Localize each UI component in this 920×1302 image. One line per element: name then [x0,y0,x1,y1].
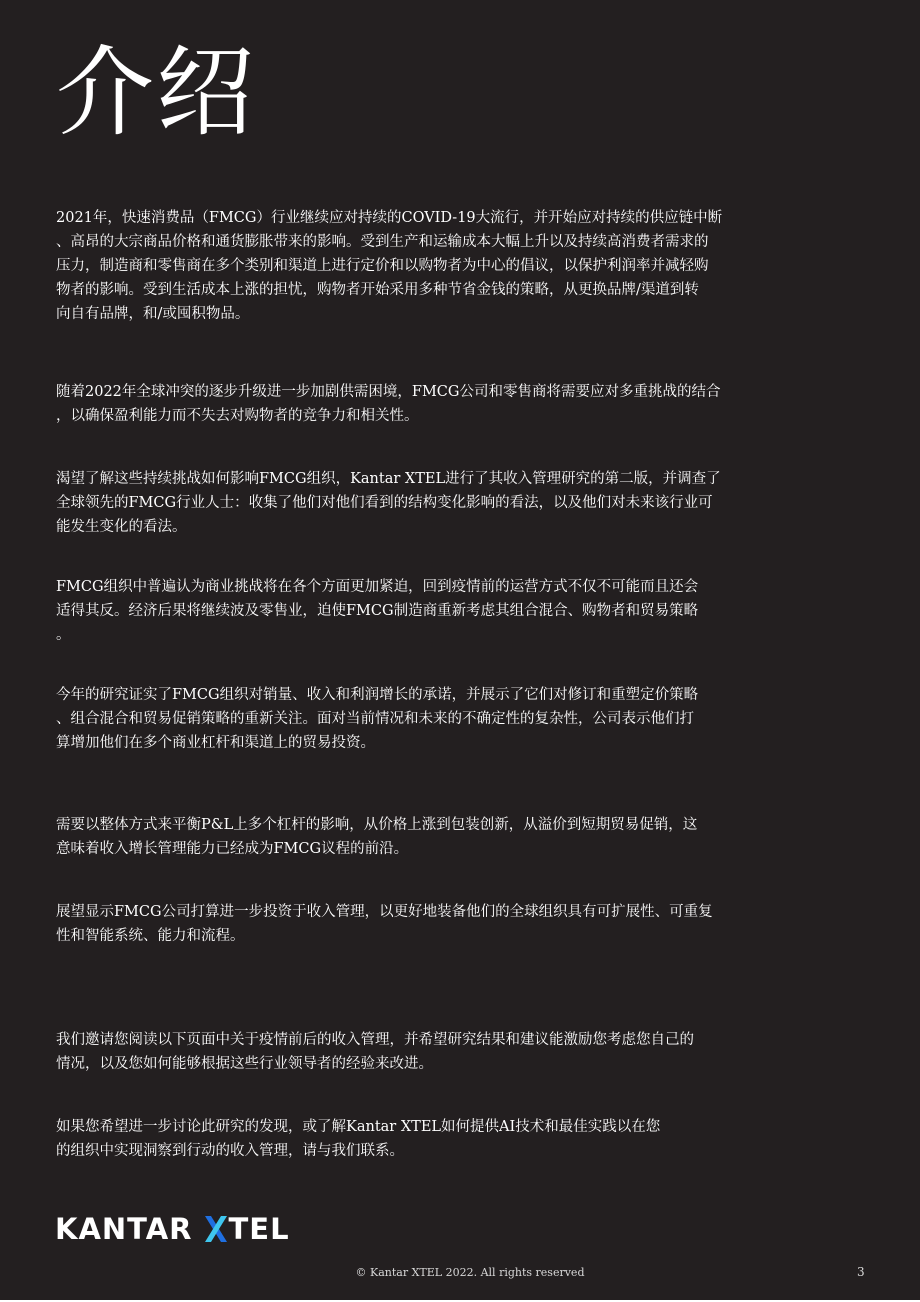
paragraph-line: 的组织中实现洞察到行动的收入管理，请与我们联系。 [56,1143,404,1159]
paragraph-line: 。 [56,627,71,643]
paragraph-line: 如果您希望进一步讨论此研究的发现，或了解Kantar XTEL如何提供AI技术和最佳实践以在您 [56,1119,661,1135]
paragraph-line: 压力，制造商和零售商在多个类别和渠道上进行定价和以购物者为中心的倡议，以保护利润率并减轻购 [56,258,709,274]
logo-x-icon [205,1216,227,1242]
paragraph-line: 展望显示FMCG公司打算进一步投资于收入管理，以更好地装备他们的全球组织具有可扩展性、可重复 [56,904,713,920]
paragraph-line: 全球领先的FMCG行业人士：收集了他们对他们看到的结构变化影响的看法，以及他们对未来该行业可 [56,495,713,511]
paragraph-line: 能发生变化的看法。 [56,519,187,535]
paragraph-9 [56,1115,761,1163]
paragraph-line: FMCG组织中普遍认为商业挑战将在各个方面更加紧迫，回到疫情前的运营方式不仅不可能而且还会 [56,579,699,595]
paragraph-line: 向自有品牌，和/或囤积物品。 [56,306,250,322]
paragraph-5 [56,683,761,755]
paragraph-line: 适得其反。经济后果将继续波及零售业，迫使FMCG制造商重新考虑其组合混合、购物者和贸易策略 [56,603,699,619]
paragraph-line: 性和智能系统、能力和流程。 [56,928,245,944]
kantar-xtel-logo [55,1211,290,1247]
paragraph-line: ，以确保盈利能力而不失去对购物者的竞争力和相关性。 [56,408,419,424]
paragraph-line: 需要以整体方式来平衡P&L上多个杠杆的影响，从价格上涨到包装创新，从溢价到短期贸易促销，这 [56,817,698,833]
paragraph-line: 2021年，快速消费品（FMCG）行业继续应对持续的COVID-19大流行，并开始应对持续的供应链中断 [56,210,723,226]
footer-copyright: © Kantar XTEL 2022. All rights reserved [355,1266,585,1279]
paragraph-line: 、高昂的大宗商品价格和通货膨胀带来的影响。受到生产和运输成本大幅上升以及持续高消费者需求的 [56,234,709,250]
paragraph-line: 我们邀请您阅读以下页面中关于疫情前后的收入管理，并希望研究结果和建议能激励您考虑您自己的 [56,1032,694,1048]
paragraph-3 [56,467,761,539]
page-title: 介绍 [56,36,257,150]
paragraph-line: 意味着收入增长管理能力已经成为FMCG议程的前沿。 [56,841,409,857]
paragraph-line: 物者的影响。受到生活成本上涨的担忧，购物者开始采用多种节省金钱的策略，从更换品牌/渠道到转 [56,282,699,298]
logo-tel-text: TEL [228,1212,290,1246]
paragraph-line: 今年的研究证实了FMCG组织对销量、收入和利润增长的承诺，并展示了它们对修订和重塑定价策略 [56,687,699,703]
paragraph-8 [56,1028,761,1076]
paragraph-line: 算增加他们在多个商业杠杆和渠道上的贸易投资。 [56,735,375,751]
paragraph-line: 渴望了解这些持续挑战如何影响FMCG组织，Kantar XTEL进行了其收入管理研究的第二版，并调查了 [56,471,721,487]
paragraph-line: 情况，以及您如何能够根据这些行业领导者的经验来改进。 [56,1056,433,1072]
paragraph-6 [56,813,761,861]
page-number: 3 [857,1265,865,1279]
paragraph-2 [56,380,761,428]
paragraph-line: 随着2022年全球冲突的逐步升级进一步加剧供需困境，FMCG公司和零售商将需要应对多重挑战的结合 [56,384,721,400]
logo-kantar-text: KANTAR [55,1212,193,1246]
paragraph-7 [56,900,761,948]
paragraph-4 [56,575,761,647]
paragraph-line: 、组合混合和贸易促销策略的重新关注。面对当前情况和未来的不确定性的复杂性，公司表示他们打 [56,711,694,727]
paragraph-1 [56,206,761,326]
